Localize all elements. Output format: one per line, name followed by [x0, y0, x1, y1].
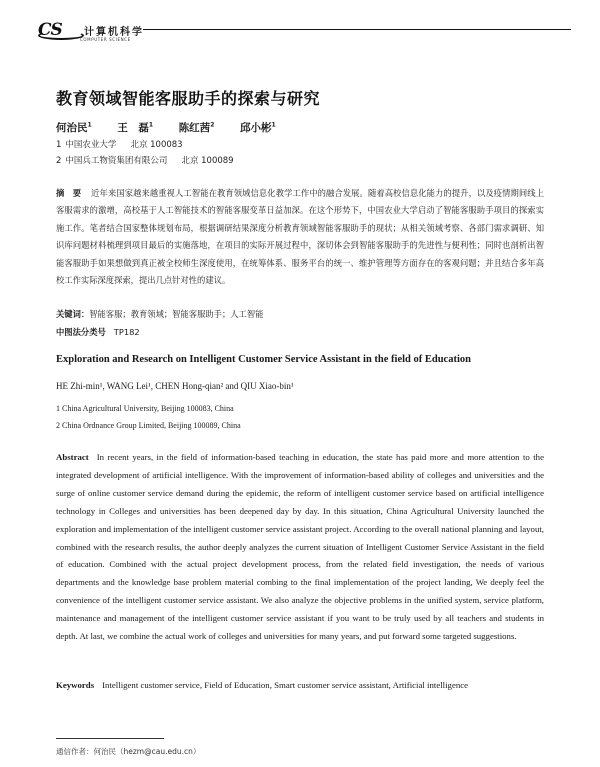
- abstract-text-cn: 近年来国家越来越重视人工智能在教育领域信息化教学工作中的融合发展。随着高校信息化能力的提升，以及疫情期间线上客服需求的激增，高校基于人工智能技术的智能客服变革日益加深。在这个形势下，中国农业大学启动了智能客服助手项目的探索实施工作。笔者结合国家整体规划布局，根据调研结果深度分析教育领域智能客服助手的现状；从相关领域考察、各部门需求调研、知识库问题材料梳理到项目最后的实施落地，在项目的实际开展过程中，深切体会到智能客服助手的先进性与便利性；同时也剖析出智能客服助手如果想做到真正被全校师生深度使用，在统筹体系、服务平台的统一、维护管理等方面存在的客观问题；并且结合多年高校工作实际深度探索，提出几点针对性的建议。: [56, 188, 544, 286]
- logo-text: CS: [38, 20, 62, 40]
- author-list-en: HE Zhi-min¹, WANG Lei¹, CHEN Hong-qian² and QIU Xiao-bin¹: [56, 381, 294, 391]
- keywords-text-en: Intelligent customer service, Field of Education, Smart customer service assistant, Artificial intelligence: [102, 680, 469, 690]
- journal-name-en: COMPUTER SCIENCE: [80, 37, 131, 42]
- affiliation-en: 2 China Ordnance Group Limited, Beijing 100089, China: [56, 421, 241, 430]
- abstract-label-en: Abstract: [56, 452, 89, 462]
- journal-logo: [38, 20, 78, 46]
- footnote-rule: [56, 738, 164, 739]
- author-cn: 邱小彬$^1$: [240, 121, 276, 134]
- journal-name-cn: 计算机科学: [84, 27, 144, 38]
- keywords-label-cn: 关键词：: [56, 309, 90, 319]
- clc-label: 中图法分类号: [56, 327, 106, 337]
- affiliation-en: 1 China Agricultural University, Beijing 100083, China: [56, 404, 234, 413]
- clc-number: [56, 326, 140, 338]
- paper-title-cn: 教育领域智能客服助手的探索与研究: [56, 89, 321, 108]
- clc-value: TP182: [113, 327, 140, 337]
- keywords-en: [56, 680, 468, 690]
- affiliation-cn: 2 中国兵工物资集团有限公司 北京 100089: [56, 156, 234, 166]
- keywords-text-cn: 智能客服；教育领域；智能客服助手；人工智能: [89, 309, 264, 319]
- keywords-cn: [56, 308, 263, 320]
- abstract-text-en: In recent years, in the field of information-based teaching in education, the state has paid more and more attention to the integrated development of artificial intelligence. With the improvement of information-based ability of colleges and universities and the surge of online customer service demand during the epidemic, the reform of intelligent customer service based on artificial intelligence technology in Colleges and universities has been deepened day by day. In this situation, China Agricultural University launched the exploration and implementation of the intelligent customer service assistant project. According to the overall national planning and layout, combined with the research results, the author deeply analyzes the current situation of Intelligent Customer Service Assistant in the field of education. Combined with the actual project development process, from the related field investigation, the needs of various departments and the knowledge base problem material combing to the final implementation of the project landing, We deeply feel the convenience of the intelligent customer service assistant. We also analyze the objective problems in the unified system, service platform, maintenance and management of the intelligent customer service assistant if you want to be truly used by all teachers and students in depth. At last, we combine the actual work of colleges and universities for many years, and put forward some targeted suggestions.: [56, 452, 544, 642]
- abstract-en: [56, 449, 544, 646]
- paper-title-en: Exploration and Research on Intelligent Customer Service Assistant in the field of Education: [56, 354, 471, 365]
- author-cn: 何治民$^1$: [56, 121, 92, 134]
- corresponding-author: 通信作者：何治民（hezm@cau.edu.cn）: [56, 747, 201, 756]
- affiliation-cn: 1 中国农业大学 北京 100083: [56, 140, 183, 150]
- abstract-cn: [56, 185, 544, 289]
- author-cn: 陈红茜$^2$: [178, 121, 215, 134]
- journal-header: [38, 20, 568, 46]
- abstract-label-cn: 摘 要: [56, 188, 82, 198]
- author-list-cn: [56, 120, 298, 135]
- keywords-label-en: Keywords: [56, 680, 95, 690]
- header-rule: [143, 29, 571, 30]
- author-cn: 王 磊$^1$: [117, 121, 154, 134]
